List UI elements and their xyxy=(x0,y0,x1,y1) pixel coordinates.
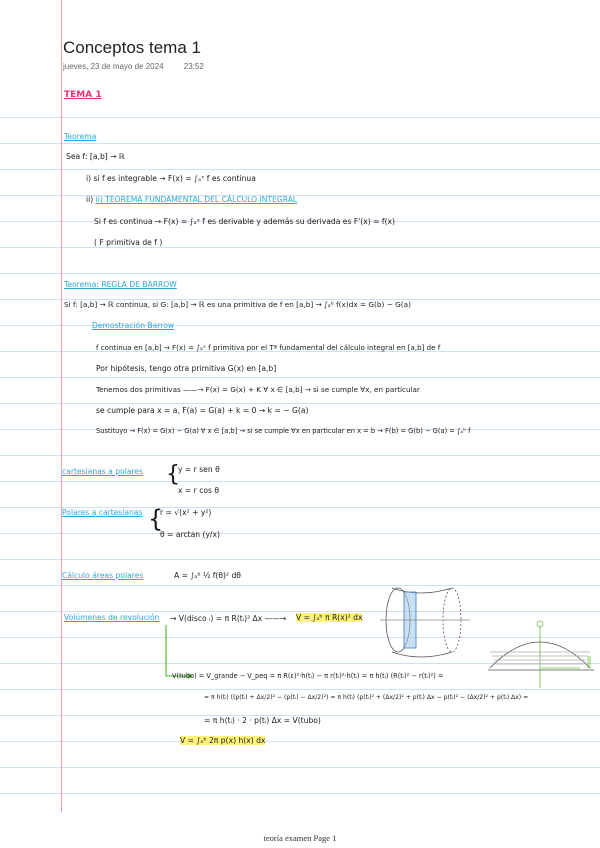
line-dem-1: f continua en [a,b] → F(x) = ∫ₐˣ f primitiva por el Tª fundamental del cálculo integral en [a,b] de f xyxy=(96,343,441,352)
page-date: jueves, 23 de mayo de 2024 xyxy=(63,62,164,71)
line-teorema-fundamental: ii) ii) TEOREMA FUNDAMENTAL DEL CÁLCULO INTEGRAL xyxy=(86,195,298,204)
heading-teorema: Teorema xyxy=(64,132,97,141)
line-sea: Sea f: [a,b] → ℝ xyxy=(66,152,125,161)
formula-vol-disco: V = ∫ₐᵇ π R(x)² dx xyxy=(296,613,363,622)
line-vol-disco: → V(disco ᵢ) = π R(tᵢ)² Δx ——→ xyxy=(170,614,287,623)
line-pc-1: r = √(x² + y²) xyxy=(160,508,212,517)
line-integrable: i) si f es integrable → F(x) = ∫ₐˣ f es continua xyxy=(86,174,256,183)
line-barrow: Si f: [a,b] → ℝ continua, si G: [a,b] → ℝ es una primitiva de f en [a,b] → ∫ₐᵇ f(x)dx = G(b) − G(a) xyxy=(64,300,411,309)
heading-tema-1: TEMA 1 xyxy=(64,90,102,100)
line-cp-1: y = r sen θ xyxy=(178,465,220,474)
heading-polares-cartesianas: Polares a cartesianas xyxy=(62,508,143,517)
teorema-fundamental-label: ii) TEOREMA FUNDAMENTAL DEL CÁLCULO INTEGRAL xyxy=(95,195,298,204)
brace-icon-2: { xyxy=(148,505,164,533)
page-title[interactable]: Conceptos tema 1 xyxy=(63,38,201,57)
heading-volumenes: Volúmenes de revolución xyxy=(64,613,160,622)
formula-vol-tubo: V = ∫ₐᵇ 2π p(x) h(x) dx xyxy=(180,736,266,745)
line-dem-2: Por hipótesis, tengo otra primitiva G(x) en [a,b] xyxy=(96,364,277,373)
line-dem-3: Tenemos dos primitivas ——→ F(x) = G(x) + K ∀ x ∈ [a,b] → si se cumple ∀x, en particular xyxy=(96,385,420,394)
line-primitiva: ( F primitiva de f ) xyxy=(94,238,163,247)
page-footer: teoría examen Page 1 xyxy=(263,833,337,843)
heading-demostracion: Demostración Barrow xyxy=(92,321,175,330)
shell-sketch-icon xyxy=(488,621,594,688)
page-time: 23:52 xyxy=(183,62,204,71)
heading-cartesianas-polares: cartesianas a polares xyxy=(62,467,144,476)
brace-icon: { xyxy=(166,462,180,487)
line-derivable: Si f es continua → F(x) = ∫ₐˣ f es derivable y además su derivada es F'(x) = f(x) xyxy=(94,217,395,226)
heading-barrow: Teorema: REGLA DE BARROW xyxy=(64,280,177,289)
solid-revolution-icon xyxy=(380,588,470,657)
line-dem-4: se cumple para x = a, F(a) = G(a) + k = 0 → k = − G(a) xyxy=(96,406,309,415)
line-tubo-1: V(tubo) = V_grande − V_peq = π R(ε)²·h(tᵢ) − π r(tᵢ)²·h(tᵢ) = π h(tᵢ) (R(tᵢ)² − r(tᵢ)²) = xyxy=(172,672,444,680)
line-tubo-2: = π h(tᵢ) ((p(tᵢ) + Δx/2)² − (p(tᵢ) − Δx/2)²) = π h(tᵢ) (p(tᵢ)² + (Δx/2)² + p(tᵢ) Δx − p(tᵢ)² − (Δx/2)² + p(tᵢ) Δx) = xyxy=(204,694,529,701)
line-dem-5: Sustituyo → F(x) = G(x) − G(a) ∀ x ∈ [a,b] → si se cumple ∀x en particular en x = b → F(b) = G(b) − G(a) = ∫ₐᵇ f xyxy=(96,427,471,435)
green-arrow-icon xyxy=(166,625,188,676)
line-pc-2: θ = arctan (y/x) xyxy=(160,530,220,539)
line-tubo-3: = π h(tᵢ) · 2 · p(tᵢ) Δx = V(tubo) xyxy=(204,716,321,725)
line-cp-2: x = r cos θ xyxy=(178,486,220,495)
formula-area: A = ∫ₐᵇ ½ f(θ)² dθ xyxy=(174,571,241,580)
heading-areas-polares: Cálculo áreas polares xyxy=(62,571,144,580)
